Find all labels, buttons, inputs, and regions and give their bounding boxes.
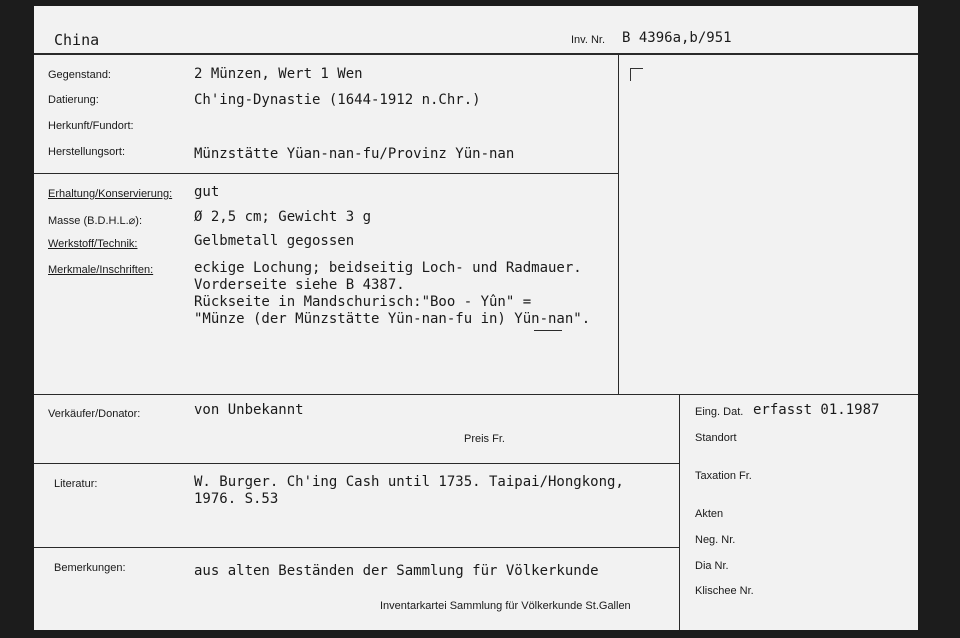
divider [34,394,918,395]
literatur-label: Literatur: [54,478,98,490]
herstellungsort-label: Herstellungsort: [48,146,126,158]
herstellungsort-value: Münzstätte Yüan-nan-fu/Provinz Yün-nan [194,146,515,162]
erhaltung-value: gut [194,184,220,200]
divider [618,54,619,394]
verkaeufer-value: von Unbekannt [194,402,304,418]
inventory-card [34,6,918,630]
taxation-label: Taxation Fr. [695,470,752,482]
footer-text: Inventarkartei Sammlung für Völkerkunde St.Gallen [380,600,631,612]
divider [34,173,618,174]
merkmale-line: Vorderseite siehe B 4387. [194,277,405,293]
inv-nr-label: Inv. Nr. [571,34,606,46]
bemerkungen-value: aus alten Beständen der Sammlung für Völkerkunde [194,563,599,579]
eing-dat-label: Eing. Dat. [695,406,744,418]
akten-label: Akten [695,508,724,520]
dia-nr-label: Dia Nr. [695,560,729,572]
text-underline [534,330,562,331]
merkmale-line: "Münze (der Münzstätte Yün-nan-fu in) Yün-nan". [194,311,591,327]
neg-nr-label: Neg. Nr. [695,534,736,546]
literatur-line: 1976. S.53 [194,491,279,507]
merkmale-line: Rückseite in Mandschurisch:"Boo - Yûn" = [194,294,532,310]
country-label: China [54,31,100,49]
werkstoff-value: Gelbmetall gegossen [194,233,355,249]
inv-nr-value: B 4396a,b/951 [622,30,732,46]
standort-label: Standort [695,432,737,444]
divider [34,463,679,464]
preis-label: Preis Fr. [464,433,505,445]
gegenstand-value: 2 Münzen, Wert 1 Wen [194,66,363,82]
divider [34,54,918,55]
merkmale-label: Merkmale/Inschriften: [48,264,154,276]
herkunft-label: Herkunft/Fundort: [48,120,134,132]
corner-mark [630,68,643,81]
divider [679,394,680,630]
merkmale-line: eckige Lochung; beidseitig Loch- und Radmauer. [194,260,582,276]
datierung-label: Datierung: [48,94,99,106]
erhaltung-label: Erhaltung/Konservierung: [48,188,173,200]
eing-dat-value: erfasst 01.1987 [753,402,880,418]
bemerkungen-label: Bemerkungen: [54,562,126,574]
literatur-line: W. Burger. Ch'ing Cash until 1735. Taipai/Hongkong, [194,474,624,490]
masse-label: Masse (B.D.H.L.⌀): [48,215,143,227]
werkstoff-label: Werkstoff/Technik: [48,238,138,250]
verkaeufer-label: Verkäufer/Donator: [48,408,141,420]
divider [34,547,679,548]
klischee-nr-label: Klischee Nr. [695,585,754,597]
masse-value: Ø 2,5 cm; Gewicht 3 g [194,209,372,225]
gegenstand-label: Gegenstand: [48,69,111,81]
datierung-value: Ch'ing-Dynastie (1644-1912 n.Chr.) [194,92,481,108]
